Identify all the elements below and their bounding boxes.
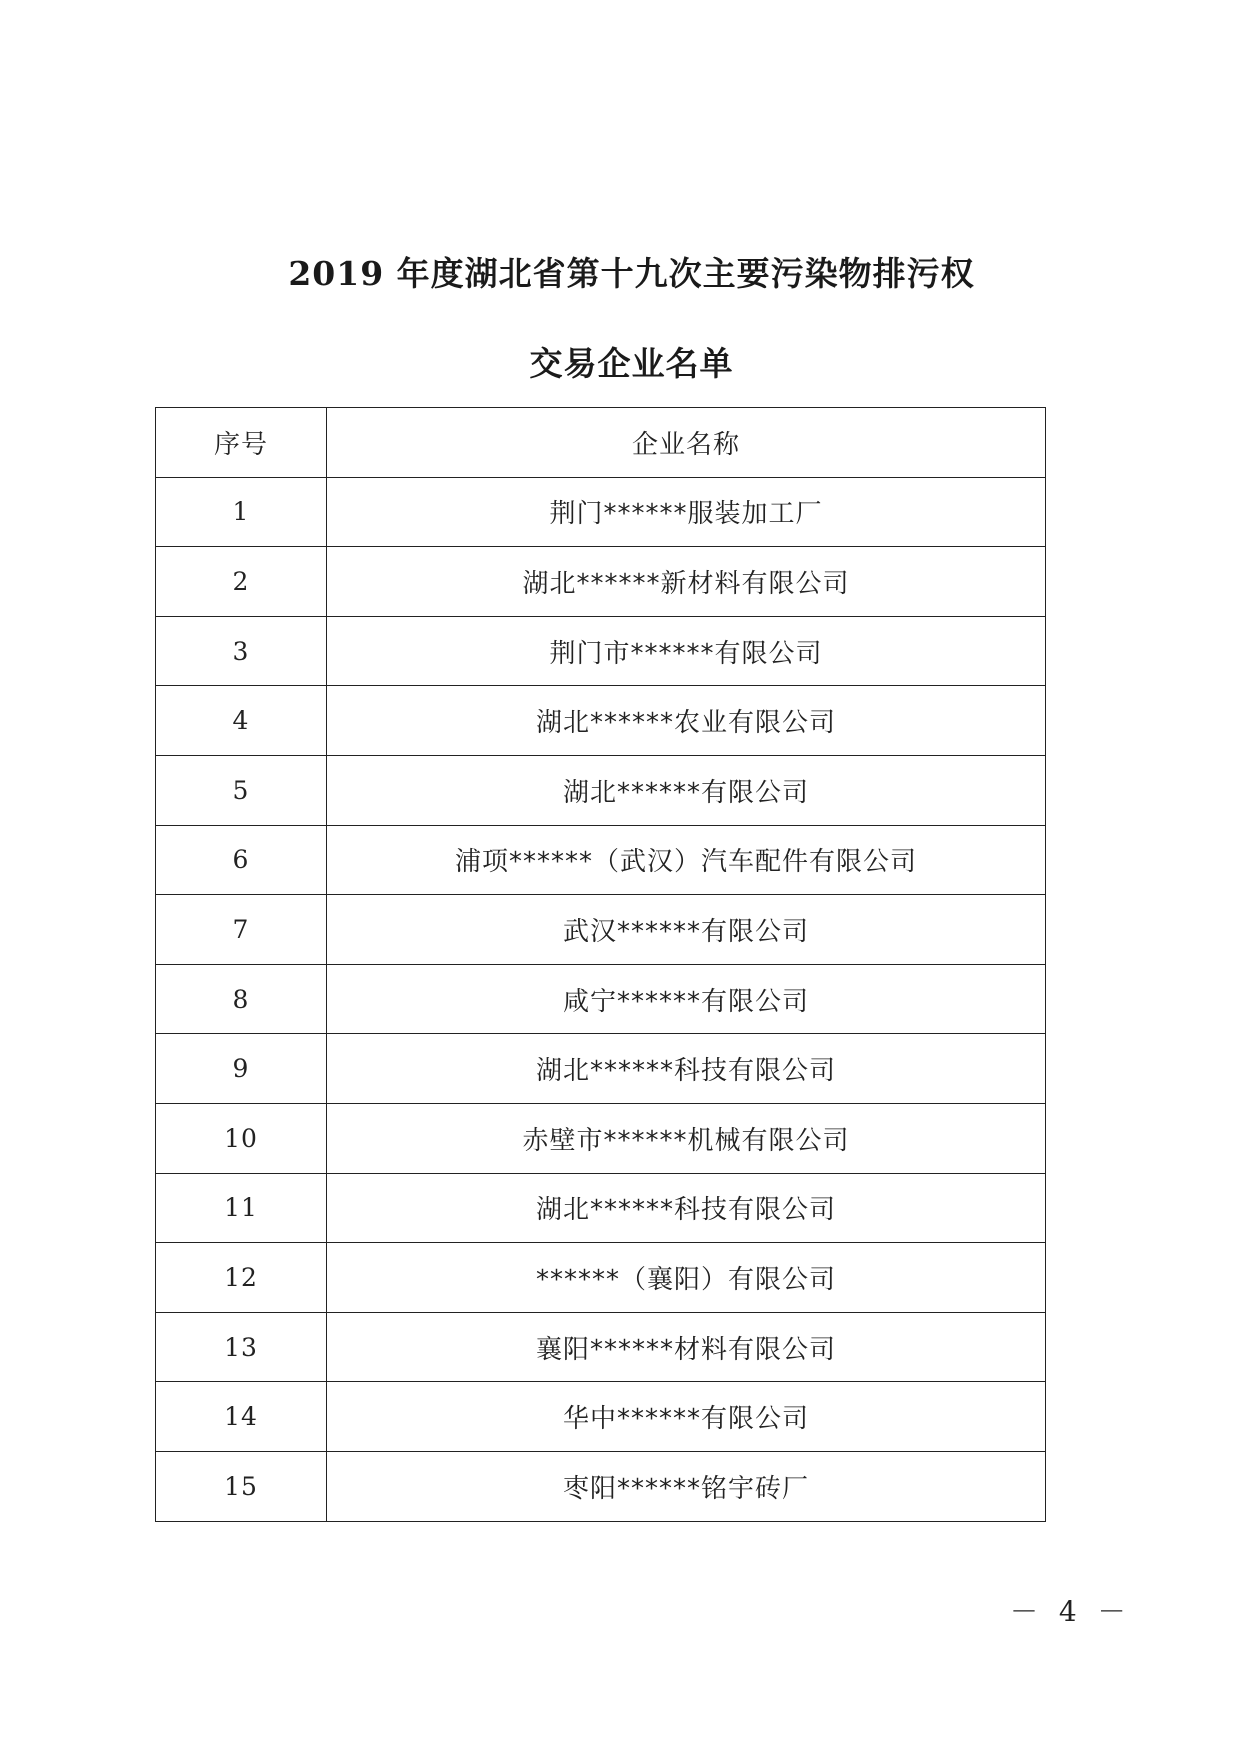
table-row [156, 895, 1046, 965]
serial-number-cell: 5 [156, 755, 327, 825]
document-title-line1: 2019 年度湖北省第十九次主要污染物排污权 [288, 254, 975, 293]
company-name-cell: 湖北******科技有限公司 [327, 1034, 1046, 1104]
company-name-cell: 湖北******新材料有限公司 [327, 547, 1046, 617]
table-row [156, 1103, 1046, 1173]
table-row [156, 1173, 1046, 1243]
serial-number-cell: 10 [156, 1103, 327, 1173]
company-name-cell: 赤壁市******机械有限公司 [327, 1103, 1046, 1173]
serial-number-cell: 15 [156, 1451, 327, 1521]
company-name-cell: ******（襄阳）有限公司 [327, 1243, 1046, 1313]
table-row [156, 547, 1046, 617]
company-name-cell: 枣阳******铭宇砖厂 [327, 1451, 1046, 1521]
table-row [156, 477, 1046, 547]
table-row [156, 1034, 1046, 1104]
company-name-cell: 湖北******农业有限公司 [327, 686, 1046, 756]
serial-number-cell: 6 [156, 825, 327, 895]
serial-number-cell: 8 [156, 964, 327, 1034]
company-name-cell: 咸宁******有限公司 [327, 964, 1046, 1034]
table-row [156, 616, 1046, 686]
serial-number-cell: 1 [156, 477, 327, 547]
serial-number-cell: 7 [156, 895, 327, 965]
company-list-table [155, 407, 1046, 1522]
table-body [156, 477, 1046, 1521]
document-title-line2: 交易企业名单 [529, 344, 734, 383]
table-header-row [156, 408, 1046, 478]
company-name-cell: 武汉******有限公司 [327, 895, 1046, 965]
company-name-cell: 浦项******（武汉）汽车配件有限公司 [327, 825, 1046, 895]
table-row [156, 1451, 1046, 1521]
serial-number-cell: 14 [156, 1382, 327, 1452]
table-row [156, 686, 1046, 756]
company-name-cell: 湖北******科技有限公司 [327, 1173, 1046, 1243]
company-name-cell: 华中******有限公司 [327, 1382, 1046, 1452]
company-name-cell: 荆门市******有限公司 [327, 616, 1046, 686]
header-company-name: 企业名称 [327, 408, 1046, 478]
table-row [156, 1312, 1046, 1382]
serial-number-cell: 11 [156, 1173, 327, 1243]
serial-number-cell: 9 [156, 1034, 327, 1104]
table-row [156, 825, 1046, 895]
table-row [156, 755, 1046, 825]
serial-number-cell: 3 [156, 616, 327, 686]
serial-number-cell: 2 [156, 547, 327, 617]
company-name-cell: 荆门******服装加工厂 [327, 477, 1046, 547]
serial-number-cell: 4 [156, 686, 327, 756]
serial-number-cell: 13 [156, 1312, 327, 1382]
table-row [156, 964, 1046, 1034]
table-row [156, 1382, 1046, 1452]
company-name-cell: 襄阳******材料有限公司 [327, 1312, 1046, 1382]
table-row [156, 1243, 1046, 1313]
page-number: － 4 － [1010, 1595, 1132, 1628]
serial-number-cell: 12 [156, 1243, 327, 1313]
company-name-cell: 湖北******有限公司 [327, 755, 1046, 825]
header-serial-number: 序号 [156, 408, 327, 478]
